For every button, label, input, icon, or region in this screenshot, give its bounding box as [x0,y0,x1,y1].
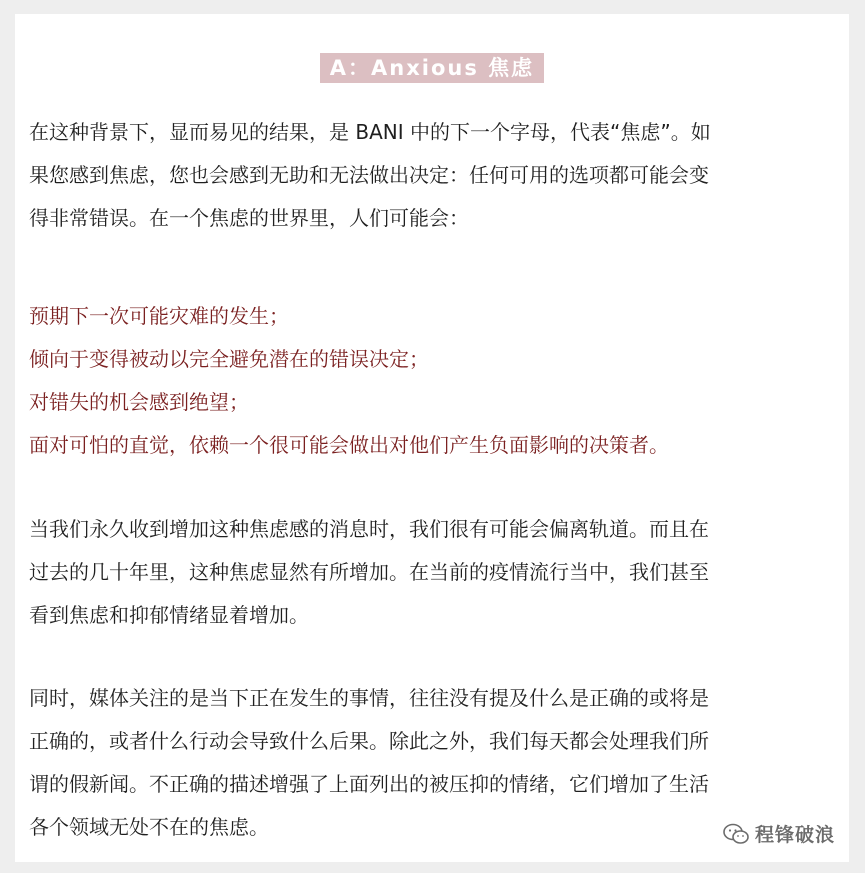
list-item: 对错失的机会感到绝望； [29,390,249,414]
text-line: 得非常错误。在一个焦虑的世界里，人们可能会： [29,206,469,230]
text-line: 看到焦虑和抑郁情绪显着增加。 [29,603,309,627]
text-line: 当我们永久收到增加这种焦虑感的消息时，我们很有可能会偏离轨道。而且在 [29,517,709,541]
anxiety-behaviors-list [29,295,839,467]
list-item: 面对可怕的直觉，依赖一个很可能会做出对他们产生负面影响的决策者。 [29,433,669,457]
paragraph-trend [29,508,839,637]
watermark [723,820,835,847]
wechat-icon [723,823,749,845]
text-line: 谓的假新闻。不正确的描述增强了上面列出的被压抑的情绪，它们增加了生活 [29,772,709,796]
section-heading-wrap [15,53,849,83]
text-line: 在这种背景下，显而易见的结果，是 BANI 中的下一个字母，代表“焦虑”。如 [29,120,711,144]
section-heading: A：Anxious 焦虑 [320,53,544,83]
list-item: 倾向于变得被动以完全避免潜在的错误决定； [29,347,429,371]
paragraph-intro [29,111,839,240]
text-line: 同时，媒体关注的是当下正在发生的事情，往往没有提及什么是正确的或将是 [29,686,709,710]
watermark-text: 程锋破浪 [754,824,835,846]
list-item: 预期下一次可能灾难的发生； [29,304,289,328]
article-card [15,14,849,862]
text-line: 正确的，或者什么行动会导致什么后果。除此之外，我们每天都会处理我们所 [29,729,709,753]
text-line: 果您感到焦虑，您也会感到无助和无法做出决定：任何可用的选项都可能会变 [29,163,709,187]
paragraph-media [29,677,839,849]
text-line: 各个领域无处不在的焦虑。 [29,815,269,839]
text-line: 过去的几十年里，这种焦虑显然有所增加。在当前的疫情流行当中，我们甚至 [29,560,709,584]
